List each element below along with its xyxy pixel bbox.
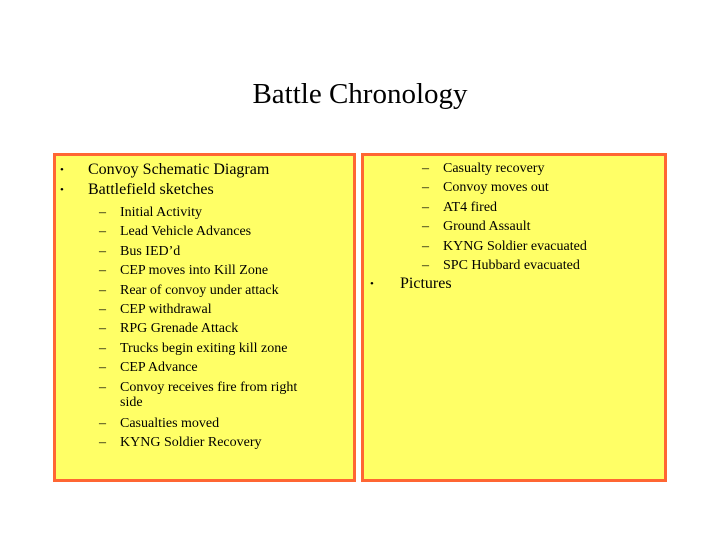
list-item [99, 319, 320, 338]
bullet-text: Pictures [400, 275, 452, 292]
list-item [99, 339, 320, 358]
list-item-text: Casualty recovery [443, 161, 545, 176]
list-item-text: Convoy receives fire from right side [120, 379, 298, 410]
dash-icon: – [99, 321, 106, 337]
bullet-icon: • [60, 164, 64, 176]
list-item [99, 300, 320, 319]
dash-icon: – [99, 263, 106, 279]
list-item-text: Trucks begin exiting kill zone [120, 340, 288, 356]
list-item [99, 378, 320, 414]
list-item [99, 358, 320, 377]
list-item-text: Convoy moves out [443, 180, 549, 196]
dash-icon: – [99, 243, 106, 259]
dash-icon: – [422, 257, 429, 273]
list-item [99, 433, 320, 452]
dash-icon: – [99, 224, 106, 240]
slide-title: Battle Chronology [252, 78, 468, 110]
dash-icon: – [422, 199, 429, 215]
dash-icon: – [422, 180, 429, 196]
bullet-icon: • [60, 184, 64, 196]
list-item [99, 203, 320, 222]
dash-icon: – [99, 379, 106, 395]
list-item-text: Casualties moved [120, 415, 220, 431]
list-item-text: AT4 fired [443, 199, 498, 215]
bullet-text: Battlefield sketches [88, 181, 214, 198]
bullet-text: Convoy Schematic Diagram [88, 161, 270, 178]
list-item-text: KYNG Soldier Recovery [120, 434, 262, 450]
list-item-text: CEP Advance [120, 360, 198, 376]
dash-icon: – [422, 238, 429, 254]
list-item-text: SPC Hubbard evacuated [443, 257, 580, 273]
dash-icon: – [99, 434, 106, 450]
list-item-text: CEP moves into Kill Zone [120, 263, 269, 279]
list-item-text: Ground Assault [443, 219, 531, 235]
list-item-text: Bus IED’d [120, 243, 181, 259]
dash-icon: – [422, 161, 429, 176]
list-item [99, 281, 320, 300]
dash-icon: – [99, 360, 106, 376]
dash-icon: – [99, 301, 106, 317]
list-item-text: Rear of convoy under attack [120, 282, 279, 298]
list-item [99, 222, 320, 241]
list-item [99, 242, 320, 261]
list-item-text: Initial Activity [120, 205, 203, 220]
list-item-text: KYNG Soldier evacuated [443, 238, 587, 254]
dash-icon: – [99, 415, 106, 431]
dash-icon: – [99, 205, 106, 220]
list-item [99, 414, 320, 433]
bullet-icon: • [370, 278, 374, 290]
dash-icon: – [99, 282, 106, 298]
list-item-text: Lead Vehicle Advances [120, 224, 252, 240]
list-item [99, 261, 320, 280]
right-panel [361, 153, 667, 482]
left-panel [53, 153, 356, 482]
left-sub-list [99, 203, 320, 452]
dash-icon: – [422, 219, 429, 235]
dash-icon: – [99, 340, 106, 356]
list-item-text: CEP withdrawal [120, 301, 212, 317]
list-item-text: RPG Grenade Attack [120, 321, 239, 337]
